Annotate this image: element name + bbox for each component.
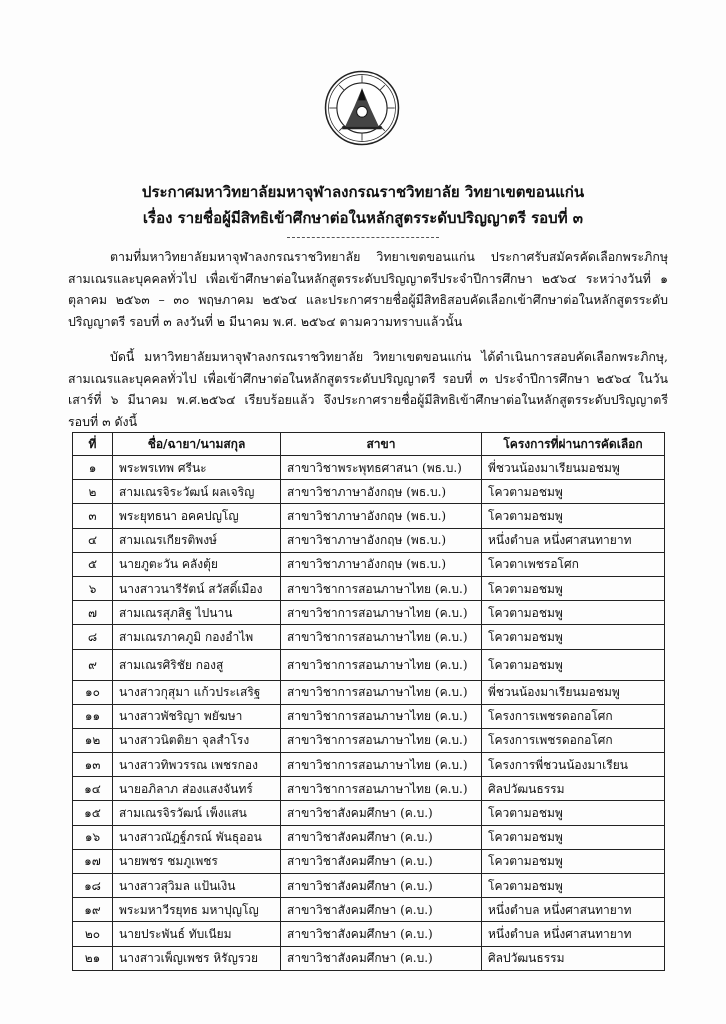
table-row [73,898,665,922]
cell-major: สาขาวิชาสังคมศึกษา (ค.บ.) [281,922,482,946]
cell-no: ๑๒ [73,728,113,752]
cell-project: โครงการเพชรดอกอโศก [482,704,665,728]
cell-project: ศิลปวัฒนธรรม [482,777,665,801]
cell-name: สามเณรจิรวัฒน์ เพ็งแสน [113,801,281,825]
cell-major: สาขาวิชาการสอนภาษาไทย (ค.บ.) [281,649,482,680]
cell-project: หนึ่งตำบล หนึ่งศาสนทายาท [482,898,665,922]
table-row [73,849,665,873]
cell-project: โครงการเพชรดอกอโศก [482,728,665,752]
cell-major: สาขาวิชาภาษาอังกฤษ (พธ.บ.) [281,480,482,504]
cell-major: สาขาวิชาการสอนภาษาไทย (ค.บ.) [281,753,482,777]
cell-major: สาขาวิชาการสอนภาษาไทย (ค.บ.) [281,777,482,801]
cell-name: นางสาวทิพวรรณ เพชรกอง [113,753,281,777]
cell-project: โควตามอชมพู [482,874,665,898]
table-body [73,456,665,971]
cell-no: ๗ [73,601,113,625]
cell-major: สาขาวิชาการสอนภาษาไทย (ค.บ.) [281,625,482,649]
cell-major: สาขาวิชาสังคมศึกษา (ค.บ.) [281,946,482,970]
cell-name: พระพรเทพ ศรีนะ [113,456,281,480]
table-row [73,528,665,552]
cell-project: โควตามอชมพู [482,801,665,825]
table-row [73,504,665,528]
cell-project: หนึ่งตำบล หนึ่งศาสนทายาท [482,528,665,552]
cell-major: สาขาวิชาการสอนภาษาไทย (ค.บ.) [281,576,482,600]
cell-no: ๓ [73,504,113,528]
table-row [73,728,665,752]
table-row [73,704,665,728]
table-row [73,576,665,600]
cell-name: นางสาวณัฎฐ์ภรณ์ พันธุออน [113,825,281,849]
table-row [73,777,665,801]
cell-project: โควตามอชมพู [482,625,665,649]
cell-project: ศิลปวัฒนธรรม [482,946,665,970]
cell-no: ๑๘ [73,874,113,898]
cell-no: ๒๑ [73,946,113,970]
cell-project: โควตาเพชรอโศก [482,552,665,576]
cell-name: นายอภิลาภ ส่องแสงจันทร์ [113,777,281,801]
cell-project: โควตามอชมพู [482,849,665,873]
cell-no: ๘ [73,625,113,649]
header-no: ที่ [73,433,113,456]
cell-major: สาขาวิชาการสอนภาษาไทย (ค.บ.) [281,728,482,752]
table-row [73,456,665,480]
cell-project: พี่ชวนน้องมาเรียนมอชมพู [482,456,665,480]
cell-name: สามเณรสุภสิฐ ไปนาน [113,601,281,625]
table-row [73,480,665,504]
header-name: ชื่อ/ฉายา/นามสกุล [113,433,281,456]
cell-major: สาขาวิชาการสอนภาษาไทย (ค.บ.) [281,704,482,728]
cell-project: โควตามอชมพู [482,601,665,625]
cell-no: ๕ [73,552,113,576]
announcement-title: ประกาศมหาวิทยาลัยมหาจุฬาลงกรณราชวิทยาลัย วิทยาเขตขอนแก่น [141,183,585,201]
cell-major: สาขาวิชาสังคมศึกษา (ค.บ.) [281,849,482,873]
cell-name: สามเณรศิริชัย กองสู [113,649,281,680]
cell-name: นางสาวพัชริญา พยัฆษา [113,704,281,728]
cell-project: โควตามอชมพู [482,504,665,528]
intro-paragraph: ตามที่มหาวิทยาลัยมหาจุฬาลงกรณราชวิทยาลัย วิทยาเขตขอนแก่น ประกาศรับสมัครคัดเลือกพระภิกษุ สามเณรและบุคคลทั่วไป เพื่อเข้าศึกษาต่อในหลักสูตรระดับปริญญาตรีประจำปีการศึกษา ๒๕๖๔ ระหว่างวันที่ ๑ ตุลาคม ๒๕๖๓ – ๓๐ พฤษภาคม ๒๕๖๔ และประกาศรายชื่อผู้มีสิทธิสอบคัดเลือกเข้าศึกษาต่อในหลักสูตรระดับปริญญาตรี รอบที่ ๓ ลงวันที่ ๒ มีนาคม พ.ศ. ๒๕๖๔ ตามความทราบแล้วนั้น [68,249,668,329]
table-row [73,946,665,970]
cell-name: นางสาวนารีรัตน์ สวัสดิ์เมือง [113,576,281,600]
table-row [73,680,665,704]
cell-major: สาขาวิชาสังคมศึกษา (ค.บ.) [281,898,482,922]
table-row [73,825,665,849]
cell-name: พระมหาวีรยุทธ มหาปุญโญ [113,898,281,922]
table-row [73,649,665,680]
table-row [73,753,665,777]
header-major: สาขา [281,433,482,456]
cell-no: ๑๖ [73,825,113,849]
table-header-row [73,433,665,456]
cell-no: ๑ [73,456,113,480]
cell-major: สาขาวิชาสังคมศึกษา (ค.บ.) [281,874,482,898]
cell-no: ๑๙ [73,898,113,922]
cell-major: สาขาวิชาภาษาอังกฤษ (พธ.บ.) [281,528,482,552]
cell-no: ๑๗ [73,849,113,873]
cell-name: สามเณรเกียรติพงษ์ [113,528,281,552]
cell-no: ๔ [73,528,113,552]
cell-major: สาขาวิชาการสอนภาษาไทย (ค.บ.) [281,680,482,704]
table-row [73,552,665,576]
cell-no: ๑๑ [73,704,113,728]
cell-name: นางสาวเพ็ญเพชร หิรัญรวย [113,946,281,970]
cell-no: ๑๐ [73,680,113,704]
cell-major: สาขาวิชาสังคมศึกษา (ค.บ.) [281,825,482,849]
cell-project: โครงการพี่ชวนน้องมาเรียน [482,753,665,777]
cell-name: สามเณรภาคภูมิ กองอำไพ [113,625,281,649]
cell-project: โควตามอชมพู [482,480,665,504]
cell-name: นายประพันธ์ ทับเนียม [113,922,281,946]
cell-name: นายภูตะวัน คลังตุ้ย [113,552,281,576]
cell-name: นางสาวสุวิมล แป้นเงิน [113,874,281,898]
result-paragraph: บัดนี้ มหาวิทยาลัยมหาจุฬาลงกรณราชวิทยาลัย วิทยาเขตขอนแก่น ได้ดำเนินการสอบคัดเลือกพระภิกษุ, สามเณรและบุคคลทั่วไป เพื่อเข้าศึกษาต่อในหลักสูตรระดับปริญญาตรี รอบที่ ๓ ประจำปีการศึกษา ๒๕๖๔ ในวันเสาร์ที่ ๖ มีนาคม พ.ศ.๒๕๖๔ เรียบร้อยแล้ว จึงประกาศรายชื่อผู้มีสิทธิเข้าศึกษาต่อในหลักสูตรระดับปริญญาตรี รอบที่ ๓ ดังนี้ [68,349,668,429]
cell-no: ๒ [73,480,113,504]
table-row [73,922,665,946]
table-row [73,601,665,625]
cell-major: สาขาวิชาภาษาอังกฤษ (พธ.บ.) [281,504,482,528]
cell-name: พระยุทธนา อคคปญโญ [113,504,281,528]
cell-name: สามเณรจิระวัฒน์ ผลเจริญ [113,480,281,504]
cell-project: โควตามอชมพู [482,576,665,600]
announcement-subject: เรื่อง รายชื่อผู้มีสิทธิเข้าศึกษาต่อในหลักสูตรระดับปริญญาตรี รอบที่ ๓ [142,209,584,227]
table-row [73,625,665,649]
admitted-students-table [72,432,665,971]
cell-no: ๑๓ [73,753,113,777]
cell-project: โควตามอชมพู [482,825,665,849]
table-row [73,874,665,898]
table-row [73,801,665,825]
cell-no: ๒๐ [73,922,113,946]
cell-name: นางสาวนิตติยา จุลสำโรง [113,728,281,752]
cell-no: ๑๕ [73,801,113,825]
header-project: โครงการที่ผ่านการคัดเลือก [482,433,665,456]
cell-project: โควตามอชมพู [482,649,665,680]
cell-project: พี่ชวนน้องมาเรียนมอชมพู [482,680,665,704]
cell-no: ๖ [73,576,113,600]
cell-name: นางสาวกุสุมา แก้วประเสริฐ [113,680,281,704]
cell-no: ๑๔ [73,777,113,801]
cell-name: นายพชร ชมภูเพชร [113,849,281,873]
cell-major: สาขาวิชาสังคมศึกษา (ค.บ.) [281,801,482,825]
cell-no: ๙ [73,649,113,680]
university-seal-icon [324,70,400,146]
cell-project: หนึ่งตำบล หนึ่งศาสนทายาท [482,922,665,946]
cell-major: สาขาวิชาภาษาอังกฤษ (พธ.บ.) [281,552,482,576]
title-divider [287,237,439,238]
cell-major: สาขาวิชาการสอนภาษาไทย (ค.บ.) [281,601,482,625]
cell-major: สาขาวิชาพระพุทธศาสนา (พธ.บ.) [281,456,482,480]
